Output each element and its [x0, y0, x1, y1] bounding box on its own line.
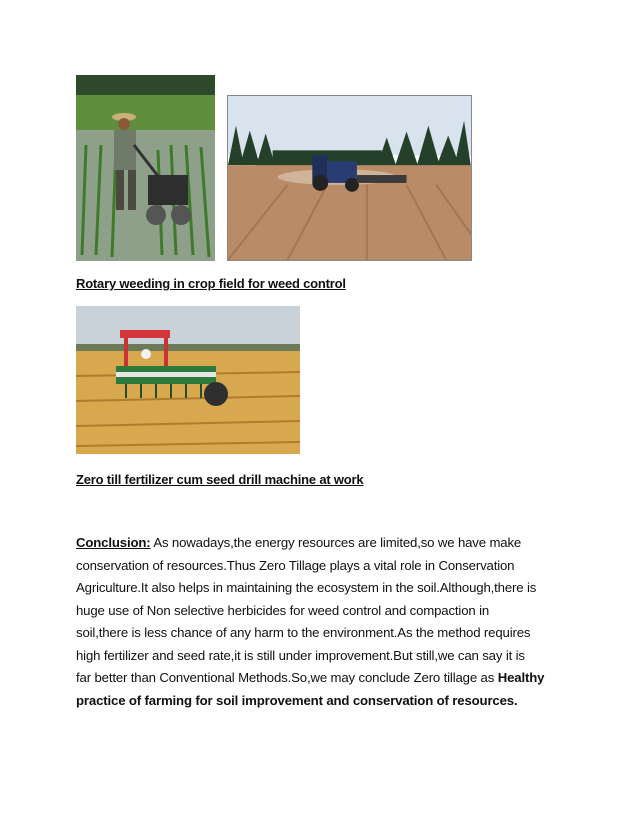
conclusion-text: far better than Conventional Methods.So,we may conclude Zero tillage as	[76, 670, 498, 685]
conclusion-text: As nowadays,the energy resources are limited,so we have make	[150, 535, 522, 550]
conclusion-emphasis-line: practice of farming for soil improvement and conservation of resources.	[76, 692, 518, 708]
caption-rotary-weeding: Rotary weeding in crop field for weed control	[76, 276, 346, 291]
conclusion-line-5: soil,there is less chance of any harm to the environment.As the method requires	[76, 625, 531, 640]
tractor-field-photo	[227, 95, 472, 261]
conclusion-line-4: huge use of Non selective herbicides for weed control and compaction in	[76, 602, 490, 618]
conclusion-label: Conclusion:	[76, 535, 151, 550]
conclusion-paragraph	[76, 532, 566, 712]
caption-zero-till-drill: Zero till fertilizer cum seed drill machine at work	[76, 472, 364, 487]
conclusion-line-2: conservation of resources.Thus Zero Tillage plays a vital role in Conservation	[76, 557, 515, 573]
conclusion-line-1	[76, 532, 566, 555]
conclusion-emphasis: Healthy	[497, 670, 545, 685]
seed-drill-photo	[76, 306, 300, 454]
conclusion-line-6: high fertilizer and seed rate,it is still under improvement.But still,we can say it is	[76, 647, 525, 663]
conclusion-line-3: Agriculture.It also helps in maintaining the ecosystem in the soil.Although,there is	[76, 580, 537, 595]
rice-weeding-photo	[76, 75, 215, 261]
conclusion-line-7	[76, 667, 566, 690]
